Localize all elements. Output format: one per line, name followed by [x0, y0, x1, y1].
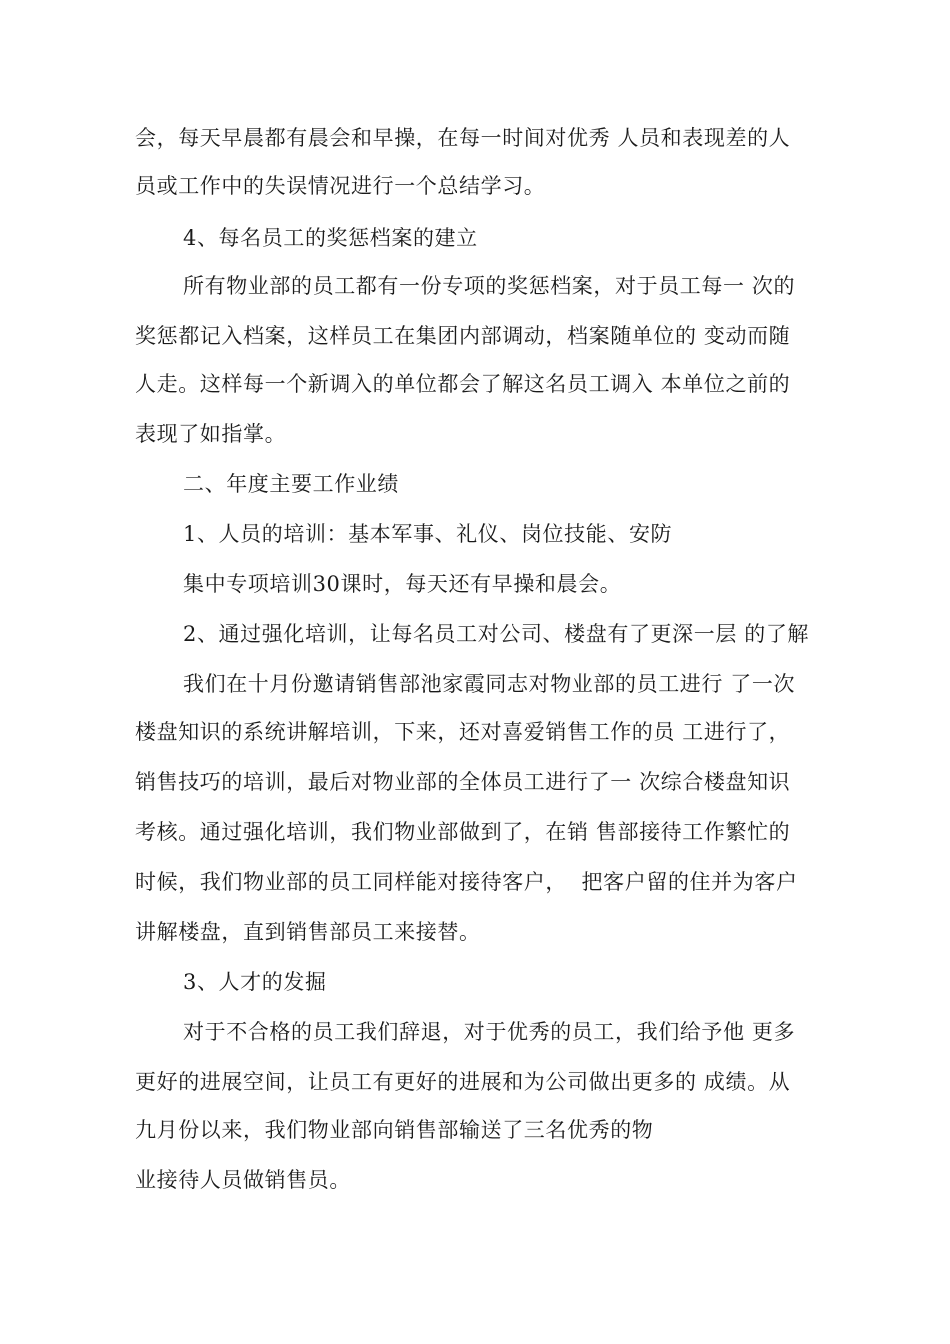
section-heading: 4、每名员工的奖惩档案的建立 — [183, 226, 478, 250]
text-line: 表现了如指掌。 — [135, 422, 287, 446]
text-line: 奖惩都记入档案，这样员工在集团内部调动，档案随单位的 变动而随 — [135, 324, 791, 348]
section-heading: 2、通过强化培训，让每名员工对公司、楼盘有了更深一层 的了解 — [183, 622, 810, 646]
text-line: 人走。这样每一个新调入的单位都会了解这名员工调入 本单位之前的 — [135, 372, 791, 396]
text-line: 业接待人员做销售员。 — [135, 1168, 351, 1192]
text-line: 我们在十月份邀请销售部池家霞同志对物业部的员工进行 了一次 — [183, 672, 796, 696]
text-line: 更好的进展空间，让员工有更好的进展和为公司做出更多的 成绩。从 — [135, 1070, 791, 1094]
text-line: 考核。通过强化培训，我们物业部做到了，在销 售部接待工作繁忙的 — [135, 820, 791, 844]
text-line: 时候，我们物业部的员工同样能对接待客户， 把客户留的住并为客户 — [135, 870, 798, 894]
text-line: 所有物业部的员工都有一份专项的奖惩档案，对于员工每一 次的 — [183, 274, 796, 298]
section-heading: 3、人才的发掘 — [183, 970, 327, 994]
section-heading: 1、人员的培训：基本军事、礼仪、岗位技能、安防 — [183, 522, 673, 546]
section-heading: 二、年度主要工作业绩 — [183, 472, 399, 496]
text-line: 九月份以来，我们物业部向销售部输送了三名优秀的物 — [135, 1118, 654, 1142]
text-line: 楼盘知识的系统讲解培训，下来，还对喜爱销售工作的员 工进行了， — [135, 720, 791, 744]
text-line: 员或工作中的失误情况进行一个总结学习。 — [135, 174, 546, 198]
text-line: 集中专项培训30课时，每天还有早操和晨会。 — [183, 572, 622, 596]
text-line: 销售技巧的培训，最后对物业部的全体员工进行了一 次综合楼盘知识 — [135, 770, 791, 794]
text-line: 讲解楼盘，直到销售部员工来接替。 — [135, 920, 481, 944]
text-line: 对于不合格的员工我们辞退，对于优秀的员工，我们给予他 更多 — [183, 1020, 796, 1044]
text-line: 会，每天早晨都有晨会和早操，在每一时间对优秀 人员和表现差的人 — [135, 126, 791, 150]
